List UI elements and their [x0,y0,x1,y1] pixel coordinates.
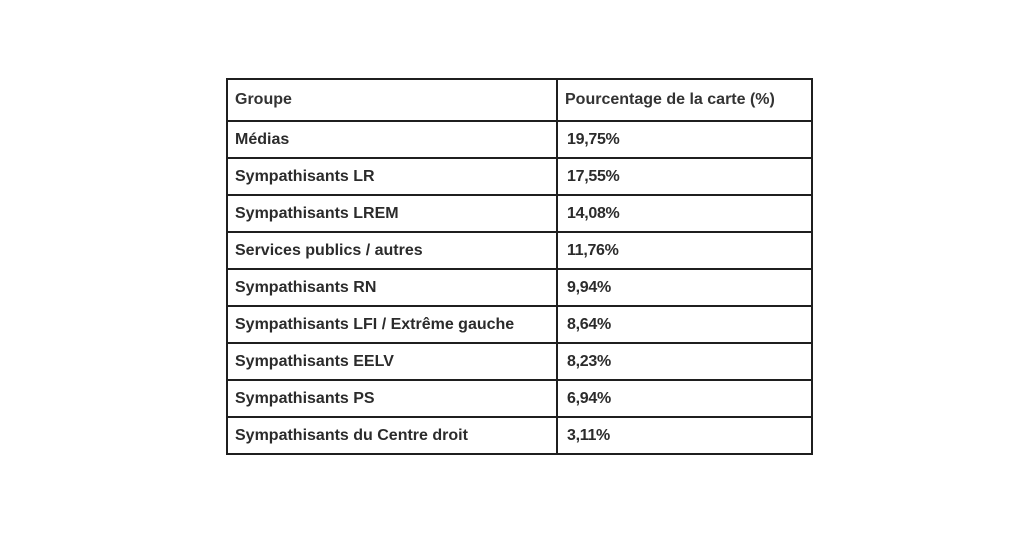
table-container [226,78,813,455]
header-row [227,79,812,121]
percentage-cell: 6,94% [557,380,812,417]
group-cell: Services publics / autres [227,232,557,269]
table-row [227,269,812,306]
group-cell: Médias [227,121,557,158]
table-header [227,79,812,121]
header-group: Groupe [227,79,557,121]
table-row [227,380,812,417]
group-cell: Sympathisants LREM [227,195,557,232]
percentage-cell: 9,94% [557,269,812,306]
percentage-cell: 8,64% [557,306,812,343]
table-body [227,121,812,454]
table-row [227,158,812,195]
header-percentage: Pourcentage de la carte (%) [557,79,812,121]
data-table [226,78,813,455]
table-row [227,195,812,232]
group-cell: Sympathisants du Centre droit [227,417,557,454]
group-cell: Sympathisants LR [227,158,557,195]
percentage-cell: 11,76% [557,232,812,269]
table-row [227,232,812,269]
percentage-cell: 17,55% [557,158,812,195]
table-row [227,417,812,454]
group-cell: Sympathisants EELV [227,343,557,380]
percentage-cell: 14,08% [557,195,812,232]
percentage-cell: 3,11% [557,417,812,454]
table-row [227,121,812,158]
group-cell: Sympathisants PS [227,380,557,417]
table-row [227,306,812,343]
table-row [227,343,812,380]
percentage-cell: 19,75% [557,121,812,158]
group-cell: Sympathisants LFI / Extrême gauche [227,306,557,343]
percentage-cell: 8,23% [557,343,812,380]
group-cell: Sympathisants RN [227,269,557,306]
